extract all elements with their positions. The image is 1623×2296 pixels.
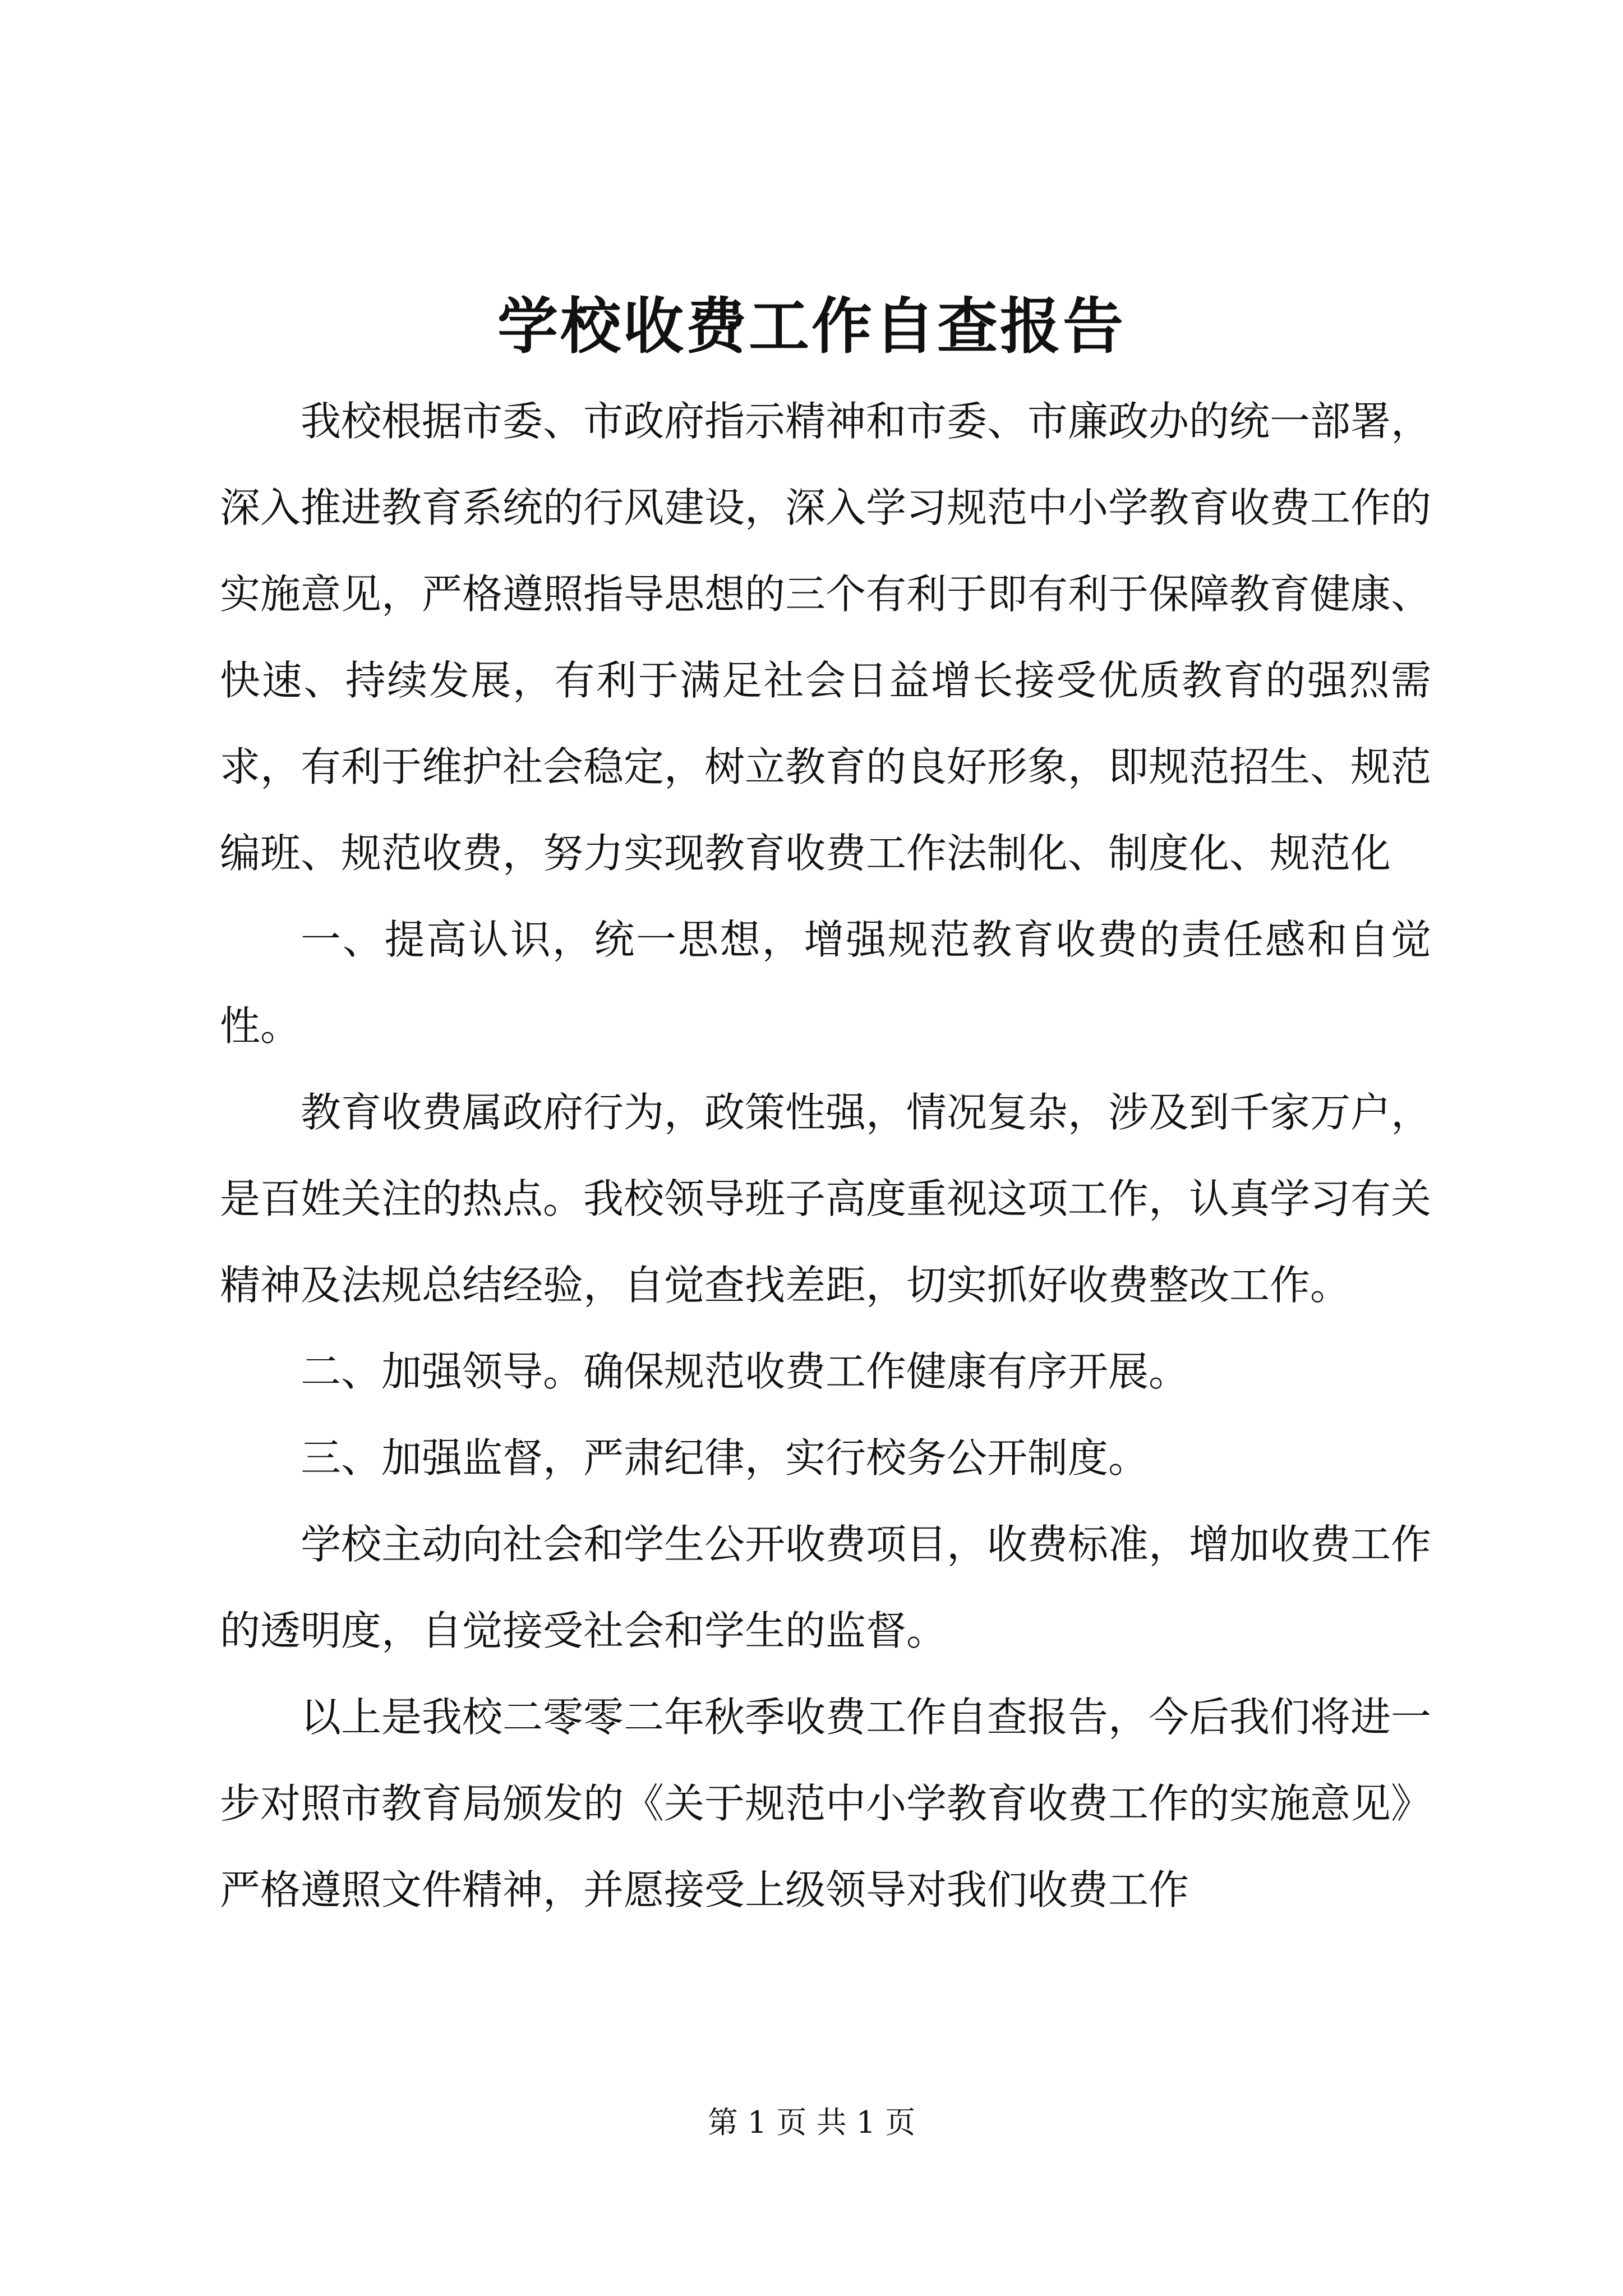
document-body xyxy=(220,378,1431,1933)
paragraph-section-one-body: 教育收费属政府行为，政策性强，情况复杂，涉及到千家万户，是百姓关注的热点。我校领导班子高度重视这项工作，认真学习有关精神及法规总结经验，自觉查找差距，切实抓好收费整改工作。 xyxy=(220,1089,1432,1309)
paragraph-section-one-heading: 一、提高认识，统一思想，增强规范教育收费的责任感和自觉性。 xyxy=(220,916,1431,1050)
paragraph-section-two-heading: 二、加强领导。确保规范收费工作健康有序开展。 xyxy=(301,1348,1189,1395)
page-number-footer: 第 1 页 共 1 页 xyxy=(707,2105,916,2140)
paragraph-intro: 我校根据市委、市政府指示精神和市委、市廉政办的统一部署，深入推进教育系统的行风建设，深入学习规范中小学教育收费工作的实施意见，严格遵照指导思想的三个有利于即有利于保障教育健康、快速、持续发展，有利于满足社会日益增长接受优质教育的强烈需求，有利于维护社会稳定，树立教育的良好形象，即规范招生、规范编班、规范收费，努力实现教育收费工作法制化、制度化、规范化 xyxy=(220,398,1432,877)
paragraph-section-three-body: 学校主动向社会和学生公开收费项目，收费标准，增加收费工作的透明度，自觉接受社会和学生的监督。 xyxy=(220,1521,1432,1654)
document-title: 学校收费工作自查报告 xyxy=(497,291,1126,362)
paragraph-conclusion: 以上是我校二零零二年秋季收费工作自查报告，今后我们将进一步对照市教育局颁发的《关于规范中小学教育收费工作的实施意见》严格遵照文件精神，并愿接受上级领导对我们收费工作 xyxy=(220,1694,1432,1913)
paragraph-section-three-heading: 三、加强监督，严肃纪律，实行校务公开制度。 xyxy=(301,1434,1149,1481)
